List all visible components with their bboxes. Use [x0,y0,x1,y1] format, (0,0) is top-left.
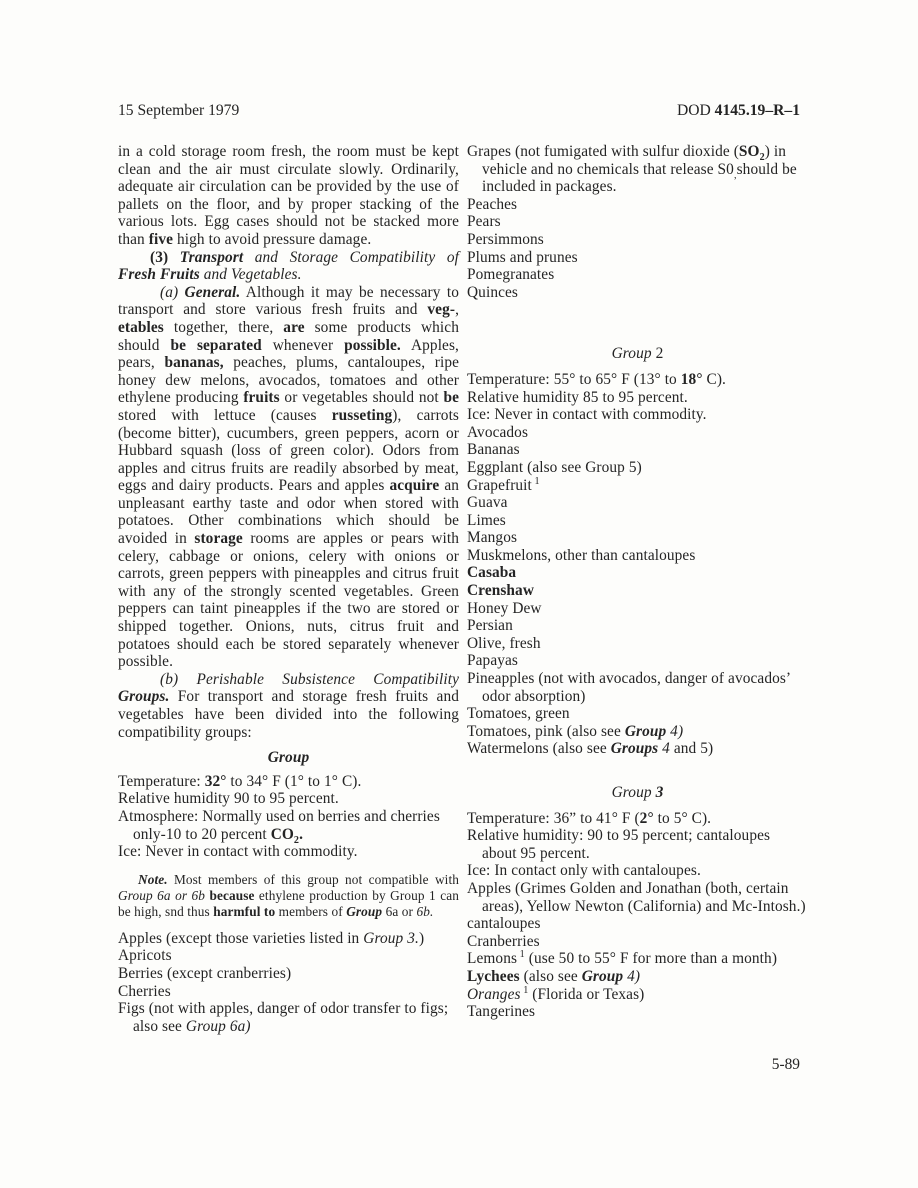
list-item: Cranberries [467,932,540,950]
list-item: Honey Dew [467,599,542,617]
page-header [118,102,800,120]
list-item: Pears [467,213,501,231]
list-item: Temperature: 55° to 65° F (13° to 18° C). [467,370,726,388]
paragraph-perishable-groups: (b) Perishable Subsistence Compatibility Groups. For transport and storage fresh fruits and vegetables have been divided into the following compatibility groups: [118,670,459,741]
list-item: Berries (except cranberries) [118,964,292,982]
list-item: Relative humidity 85 to 95 percent. [467,388,688,406]
group-2-items [467,371,808,758]
paragraph-cold-storage: in a cold storage room fresh, the room must be kept clean and the air must circulate slowly. Ordinarily, adequate air circulation can be provided by the use of pallets on the floor, and by proper stacking of the various lots. Egg cases should not be stacked more than five high to avoid pressure damage. [118,143,459,248]
group-3-items [467,810,808,1021]
list-item: Lemons $^1$ (use 50 to 55° F for more than a month) [467,949,778,968]
header-date: 15 September 1979 [118,102,240,119]
list-item: Bananas [467,441,520,459]
list-item: Ice: Never in contact with commodity. [467,406,707,424]
list-item: Tomatoes, green [467,705,570,723]
list-item: Muskmelons, other than cantaloupes [467,546,696,564]
list-item: Apricots [118,947,172,965]
list-item: Temperature: 32° to 34° F (1° to 1° C). [118,772,362,790]
list-item: Crenshaw [467,582,535,600]
group-3-heading: Group 3 [611,784,664,801]
list-item: Relative humidity 90 to 95 percent. [118,790,339,808]
list-item: Figs (not with apples, danger of odor transfer to figs; also see Group 6a) [118,1000,449,1035]
list-item: Atmosphere: Normally used on berries and cherries only-10 to 20 percent $CO_2$. [118,807,440,846]
list-item: Grapefruit $^1$ [467,475,540,494]
header-doc-number: DOD 4145.19–R–1 [676,102,800,119]
list-item: Apples (Grimes Golden and Jonathan (both, certain areas), Yellow Newton (California) and Mc-Intosh.) [467,879,806,915]
group-1-items-continued [467,143,808,301]
page-footer [772,1056,800,1074]
group-1-specs [118,773,459,861]
list-item: Lychees (also see Group 4) [467,967,641,985]
list-item: Guava [467,494,508,512]
list-item: Persian [467,617,513,635]
list-item: Peaches [467,195,518,213]
list-item: Watermelons (also see Groups 4 and 5) [467,740,714,758]
list-item: Cherries [118,982,171,1000]
paragraph-general: (a) General. Although it may be necessary to transport and store various fresh fruits and veg-, etables together, there, are some products which should be separated whenever possible. Apples, pears, bananas, peaches, plums, cantaloupes, ripe honey dew melons, avocados, tomatoes and other ethylene producing fruits or vegetables should not be stored with lettuce (causes russeting), carrots (become bitter), cucumbers, green peppers, acorn or Hubbard squash (loss of green color). Odors from apples and citrus fruits are readily absorbed by meat, eggs and dairy products. Pears and apples acquire an unpleasant earthy taste and odor when stored with potatoes. Other combinations which should be avoided in storage rooms are apples or pears with celery, cabbage or onions, celery with onions or carrots, green peppers with pineapples and citrus fruit with any of the strongly scented vegetables. Green peppers can taint pineapples if the two are stored or shipped together. Onions, nuts, citrus fruit and potatoes should each be stored separately whenever possible. [118,283,460,671]
list-item: Grapes (not fumigated with sulfur dioxide $(SO_2)$ in vehicle and no chemicals that release $S0_,should$ be included in packages. [467,143,797,196]
list-item: Papayas [467,652,518,670]
list-item: Apples (except those varieties listed in Group 3.) [118,929,425,947]
list-item: cantaloupes [467,915,541,933]
list-item: Plums and prunes [467,248,578,266]
left-column [118,143,459,1035]
list-item: Olive, fresh [467,634,541,652]
group-1-heading: Group [267,749,310,767]
list-item: Pomegranates [467,266,555,284]
list-item: Ice: In contact only with cantaloupes. [467,862,701,880]
group-2-heading: Group 2 [611,345,664,363]
list-item: Avocados [467,423,529,441]
page-number: 5-89 [771,1056,800,1073]
list-item: Oranges $^1$ (Florida or Texas) [467,984,645,1003]
list-item: Pineapples (not with avocados, danger of avocados’ odor absorption) [467,670,790,705]
list-item: Persimmons [467,230,544,248]
list-item: Limes [467,511,506,529]
list-item: Tomatoes, pink (also see Group 4) [467,722,684,740]
list-item: Relative humidity: 90 to 95 percent; cantaloupes about 95 percent. [467,827,771,862]
right-column [467,143,808,1021]
list-item: Temperature: 36” to 41° F (2° to 5° C). [467,809,712,827]
list-item: Quinces [467,283,518,301]
list-item: Eggplant (also see Group 5) [467,458,642,476]
paragraph-transport-compatibility-heading: (3) Transport and Storage Compatibility of Fresh Fruits and Vegetables. [118,248,459,284]
list-item: Tangerines [467,1003,536,1021]
list-item: Mangos [467,529,518,547]
list-item: Casaba [467,564,517,582]
list-item: Ice: Never in contact with commodity. [118,843,358,861]
group-1-note: Note. Most members of this group not compatible with Group 6a or 6b because ethylene production by Group 1 can be high, snd thus harmful to members of Group 6a or 6b. [118,871,459,919]
group-1-items [118,930,459,1036]
